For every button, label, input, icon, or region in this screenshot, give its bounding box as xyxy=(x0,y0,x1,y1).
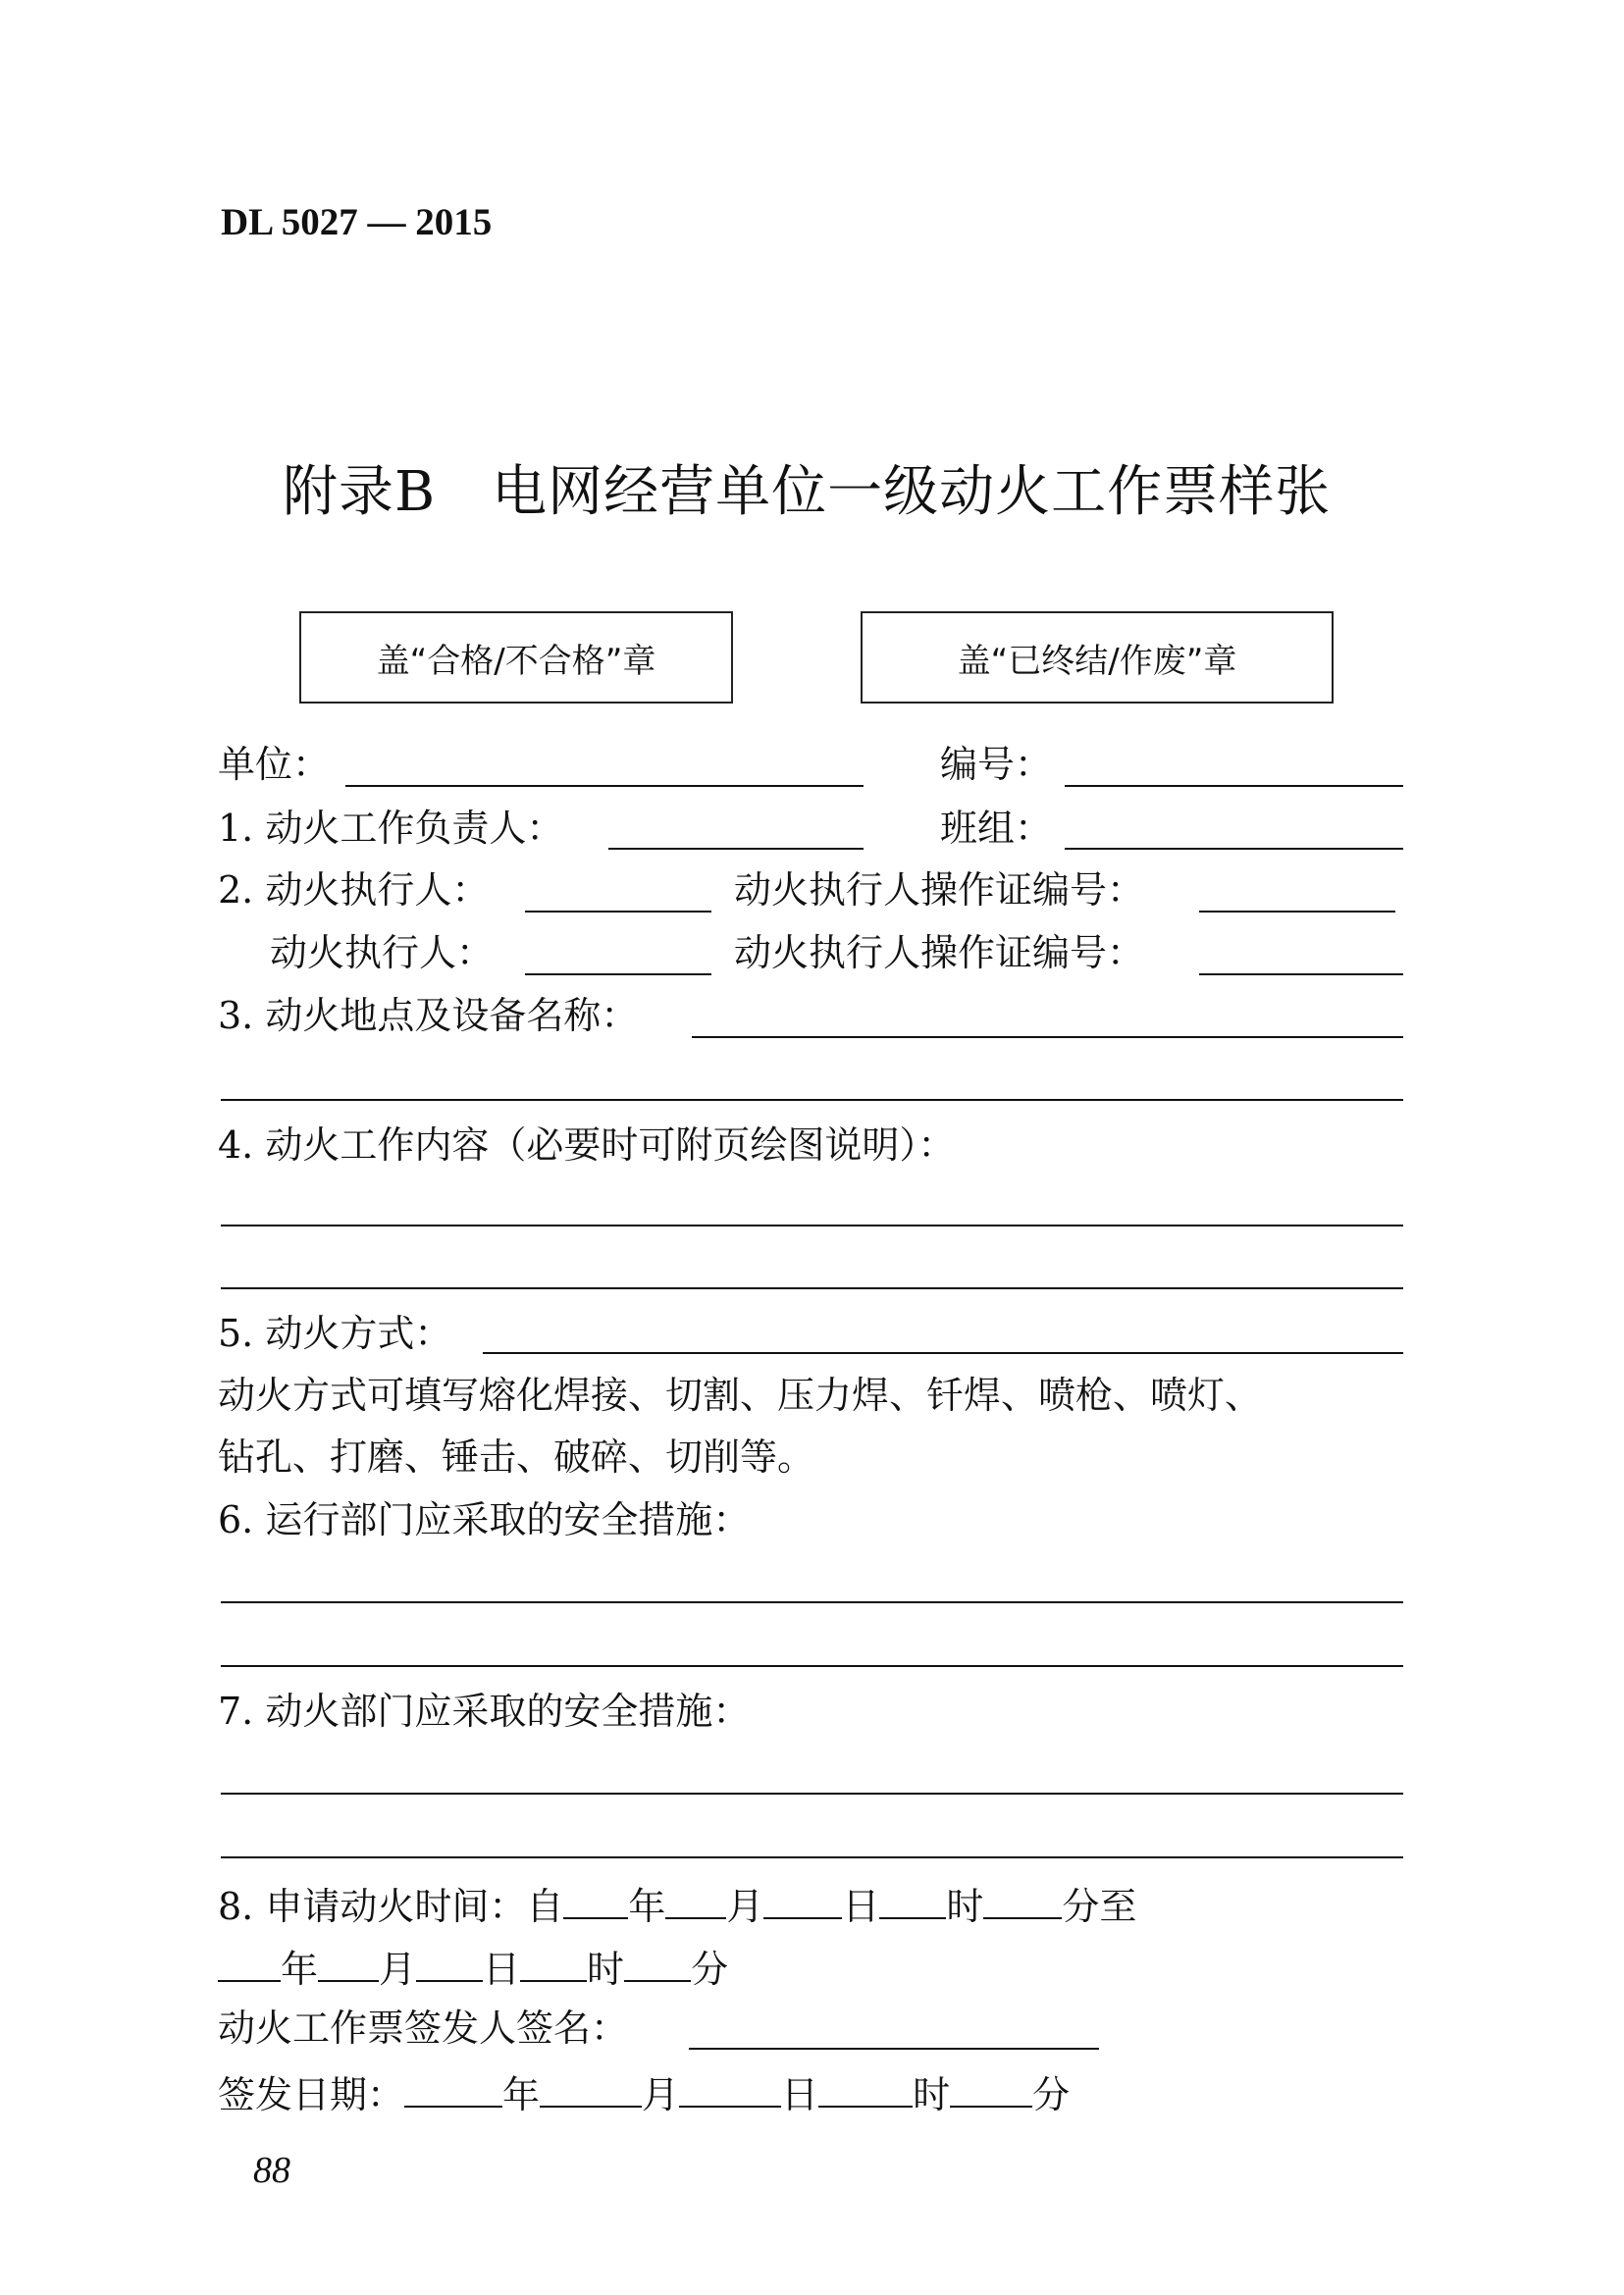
end-hour-field[interactable] xyxy=(520,1947,587,1982)
day-unit: 日 xyxy=(781,2073,819,2116)
item7-label: 7. 动火部门应采取的安全措施： xyxy=(218,1690,751,1733)
end-month-field[interactable] xyxy=(318,1947,379,1982)
end-year-field[interactable] xyxy=(218,1947,281,1982)
application-time-row xyxy=(218,1884,1137,1928)
month-unit: 月 xyxy=(726,1885,764,1928)
start-day-field[interactable] xyxy=(763,1884,842,1919)
unit-label: 单位： xyxy=(218,743,331,786)
minute-unit: 分 xyxy=(691,1948,729,1991)
item1-label: 1. 动火工作负责人： xyxy=(218,807,564,850)
unit-field[interactable] xyxy=(345,785,864,787)
start-month-field[interactable] xyxy=(665,1884,726,1919)
signer-label: 动火工作票签发人签名： xyxy=(218,2007,629,2050)
item4-label: 4. 动火工作内容（必要时可附页绘图说明）： xyxy=(218,1123,956,1167)
fire-dept-measures-line-1[interactable] xyxy=(221,1793,1403,1795)
page-title: 附录B 电网经营单位一级动火工作票样张 xyxy=(283,460,1332,524)
content-field-line-2[interactable] xyxy=(221,1287,1403,1289)
standard-code: DL 5027 — 2015 xyxy=(221,201,493,243)
day-unit: 日 xyxy=(483,1948,521,1991)
hour-unit: 时 xyxy=(913,2073,951,2116)
sign-minute-field[interactable] xyxy=(950,2072,1032,2108)
ops-measures-line-2[interactable] xyxy=(221,1665,1403,1667)
start-hour-field[interactable] xyxy=(879,1884,946,1919)
application-end-time-row xyxy=(218,1947,729,1991)
start-minute-field[interactable] xyxy=(983,1884,1062,1919)
location-field-line-2[interactable] xyxy=(221,1099,1403,1101)
method-note-line-1: 动火方式可填写熔化焊接、切割、压力焊、钎焊、喷枪、喷灯、 xyxy=(218,1374,1263,1417)
item6-label: 6. 运行部门应采取的安全措施： xyxy=(218,1498,751,1541)
fire-dept-measures-line-2[interactable] xyxy=(221,1856,1403,1858)
method-note-line-2: 钻孔、打磨、锤击、破碎、切削等。 xyxy=(218,1435,815,1479)
sign-date-row xyxy=(218,2072,1071,2116)
team-field[interactable] xyxy=(1065,848,1403,850)
stamp-box-qualified xyxy=(299,611,733,704)
sign-day-field[interactable] xyxy=(679,2072,781,2108)
item8-label: 8. 申请动火时间：自 xyxy=(218,1885,564,1928)
stamp-box-terminated xyxy=(861,611,1334,704)
cert-field-1[interactable] xyxy=(1199,911,1395,913)
end-minute-field[interactable] xyxy=(624,1947,691,1982)
year-unit: 年 xyxy=(502,2073,541,2116)
item3-label: 3. 动火地点及设备名称： xyxy=(218,994,639,1037)
page-number: 88 xyxy=(253,2150,290,2191)
sign-date-label: 签发日期： xyxy=(218,2073,405,2116)
sign-year-field[interactable] xyxy=(404,2072,502,2108)
fire-work-leader-field[interactable] xyxy=(608,848,864,850)
sign-hour-field[interactable] xyxy=(818,2072,913,2108)
cert-label-1: 动火执行人操作证编号： xyxy=(734,868,1145,912)
end-day-field[interactable] xyxy=(416,1947,483,1982)
item5-label: 5. 动火方式： xyxy=(218,1312,452,1355)
signer-field[interactable] xyxy=(689,2048,1099,2050)
fire-method-field[interactable] xyxy=(483,1352,1403,1354)
day-unit: 日 xyxy=(842,1885,880,1928)
content-field-line-1[interactable] xyxy=(221,1225,1403,1226)
hour-unit: 时 xyxy=(587,1948,625,1991)
start-year-field[interactable] xyxy=(563,1884,628,1919)
year-unit: 年 xyxy=(628,1885,666,1928)
executor-field-2[interactable] xyxy=(525,973,711,975)
hour-unit: 时 xyxy=(946,1885,984,1928)
ops-measures-line-1[interactable] xyxy=(221,1601,1403,1603)
team-label: 班组： xyxy=(940,807,1053,850)
stamp-label: 盖“已终结/作废”章 xyxy=(957,641,1237,681)
executor-field-1[interactable] xyxy=(525,911,711,913)
number-label: 编号： xyxy=(940,743,1053,786)
cert-label-2: 动火执行人操作证编号： xyxy=(734,931,1145,974)
month-unit: 月 xyxy=(379,1948,417,1991)
month-unit: 月 xyxy=(642,2073,680,2116)
location-field[interactable] xyxy=(692,1036,1403,1038)
executor-label-2: 动火执行人： xyxy=(270,931,495,974)
minute-to-unit: 分至 xyxy=(1062,1885,1137,1928)
cert-field-2[interactable] xyxy=(1199,973,1403,975)
stamp-label: 盖“合格/不合格”章 xyxy=(376,641,656,681)
item2-executor-label: 2. 动火执行人： xyxy=(218,868,490,912)
year-unit: 年 xyxy=(281,1948,319,1991)
minute-unit: 分 xyxy=(1032,2073,1071,2116)
sign-month-field[interactable] xyxy=(540,2072,642,2108)
number-field[interactable] xyxy=(1065,785,1403,787)
